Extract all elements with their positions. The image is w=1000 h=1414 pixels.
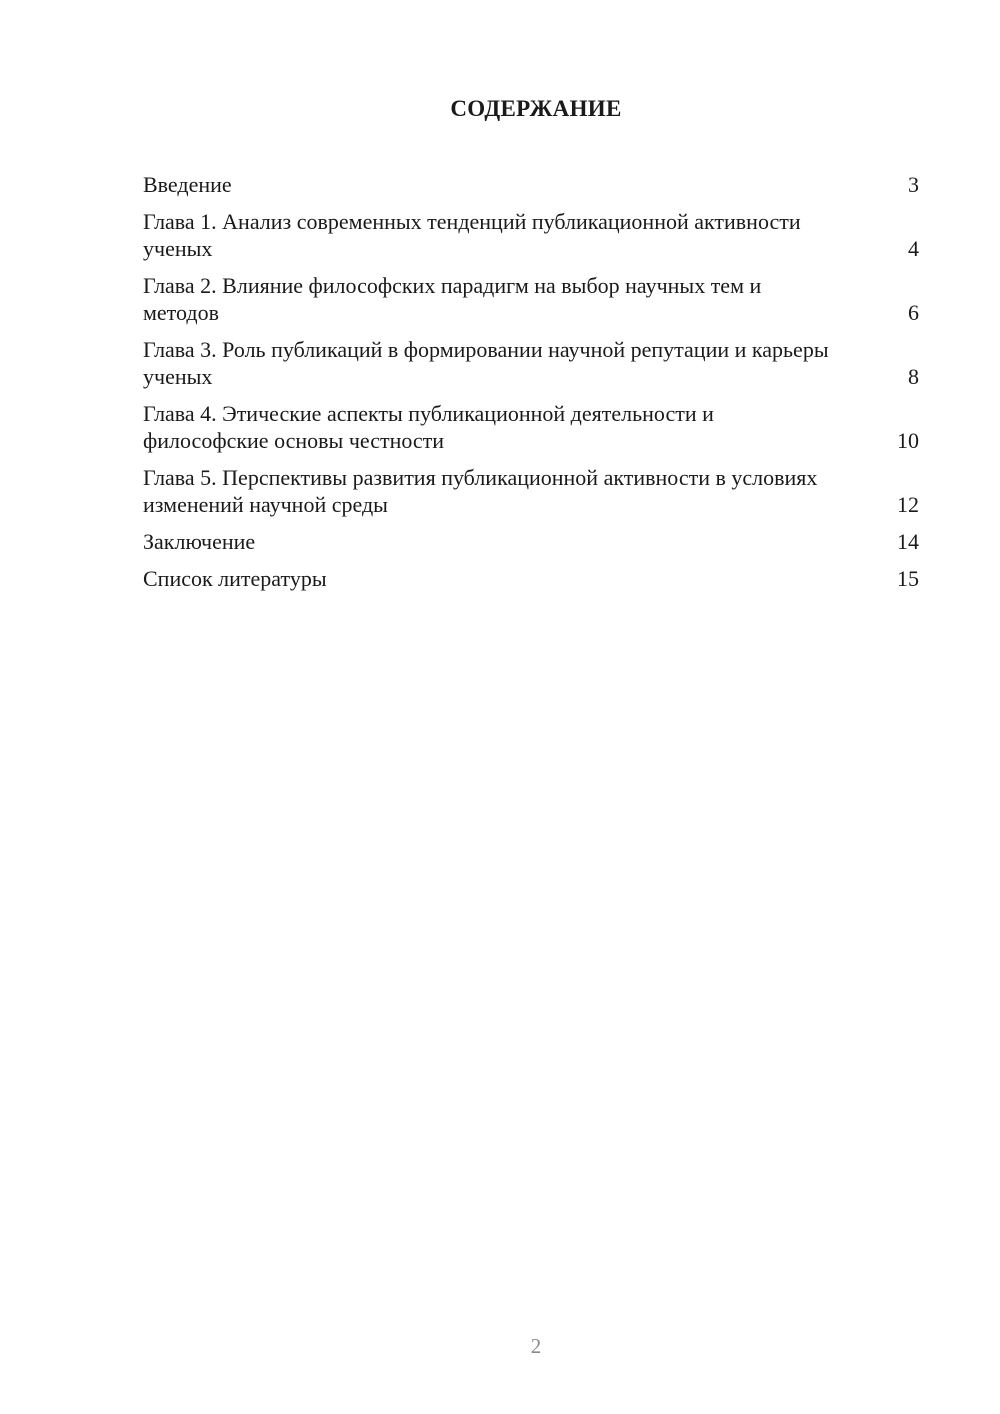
table-of-contents [143, 171, 919, 602]
toc-entry-introduction[interactable] [143, 171, 919, 198]
toc-entry-label: Глава 2. Влияние философских парадигм на выбор научных тем и методов [143, 273, 762, 325]
toc-entry-page: 15 [897, 566, 919, 591]
toc-entry-page: 4 [908, 236, 919, 261]
toc-entry-chapter-2[interactable] [143, 272, 919, 326]
toc-entry-page: 6 [908, 300, 919, 325]
toc-entry-page: 12 [897, 492, 919, 517]
toc-entry-page: 8 [908, 364, 919, 389]
toc-entry-label: Глава 1. Анализ современных тенденций публикационной активности ученых [143, 209, 801, 261]
toc-entry-label: Список литературы [143, 566, 327, 591]
toc-entry-page: 10 [897, 428, 919, 453]
toc-entry-chapter-1[interactable] [143, 208, 919, 262]
toc-entry-references[interactable] [143, 565, 919, 592]
toc-entry-chapter-4[interactable] [143, 400, 919, 454]
toc-entry-page: 3 [908, 172, 919, 197]
toc-entry-label: Глава 5. Перспективы развития публикационной активности в условиях изменений научной среды [143, 465, 818, 517]
toc-entry-chapter-5[interactable] [143, 464, 919, 518]
toc-entry-label: Заключение [143, 529, 256, 554]
page-number: 2 [530, 1334, 542, 1358]
toc-entry-chapter-3[interactable] [143, 336, 919, 390]
toc-title: СОДЕРЖАНИЕ [450, 96, 622, 121]
toc-entry-label: Глава 4. Этические аспекты публикационной деятельности и философские основы честности [143, 401, 714, 453]
toc-entry-page: 14 [897, 529, 919, 554]
toc-entry-conclusion[interactable] [143, 528, 919, 555]
toc-entry-label: Введение [143, 172, 232, 197]
toc-entry-label: Глава 3. Роль публикаций в формировании научной репутации и карьеры ученых [143, 337, 829, 389]
